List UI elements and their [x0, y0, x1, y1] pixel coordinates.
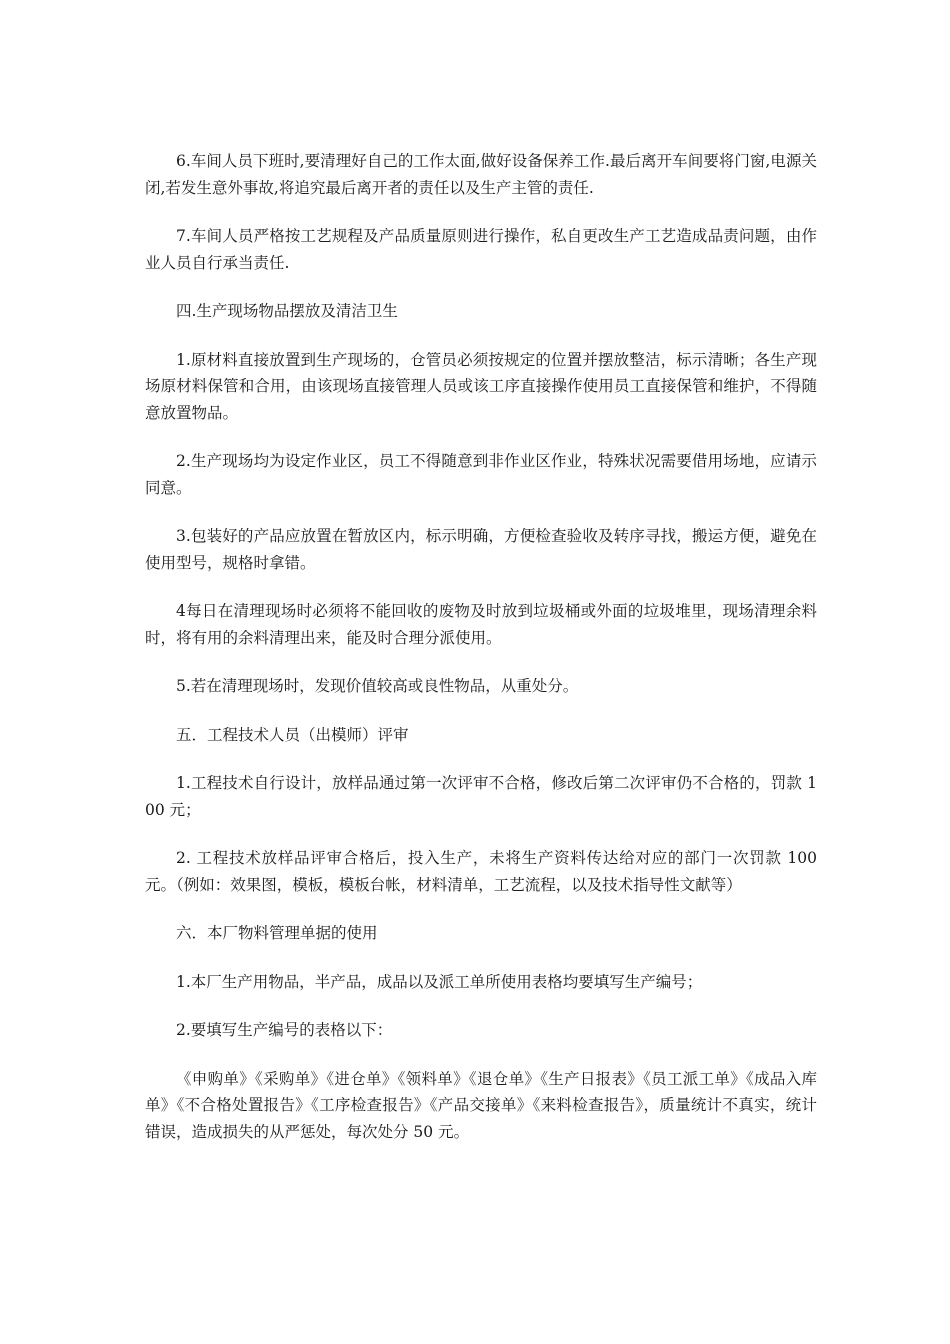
paragraph-section4-item2: 2.生产现场均为设定作业区，员工不得随意到非作业区作业，特殊状况需要借用场地，应请示同意。 [145, 452, 817, 497]
paragraph-rule-6: 6.车间人员下班时,要清理好自己的工作太面,做好设备保养工作.最后离开车间要将门窗,电源关闭,若发生意外事故,将追究最后离开者的责任以及生产主管的责任. [145, 152, 817, 197]
paragraph-section6-item2: 2.要填写生产编号的表格以下： [176, 1021, 393, 1039]
paragraph-section4-item1: 1.原材料直接放置到生产现场的，仓管员必须按规定的位置并摆放整洁，标示清晰；各生产现场原材料保管和合用，由该现场直接管理人员或该工序直接操作使用员工直接保管和维护，不得随意放置物品。 [145, 350, 817, 422]
section-heading-5: 五．工程技术人员（出模师）评审 [176, 725, 409, 744]
section-heading-6: 六．本厂物料管理单据的使用 [176, 924, 378, 942]
paragraph-section4-item4: 4每日在清理现场时必须将不能回收的废物及时放到垃圾桶或外面的垃圾堆里，现场清理余料时，将有用的余料清理出来，能及时合理分派使用。 [145, 602, 817, 647]
section-heading-4: 四.生产现场物品摆放及清洁卫生 [176, 302, 398, 320]
paragraph-section4-item3: 3.包装好的产品应放置在暂放区内，标示明确，方便检查验收及转序寻找，搬运方便，避免在使用型号，规格时拿错。 [145, 527, 817, 572]
paragraph-section5-item2: 2. 工程技术放样品评审合格后，投入生产，未将生产资料传达给对应的部门一次罚款 100 元。（例如：效果图，模板，模板台帐，材料清单，工艺流程，以及技术指导性文献等） [145, 849, 817, 894]
paragraph-section4-item5: 5.若在清理现场时，发现价值较高或良性物品，从重处分。 [176, 677, 579, 695]
paragraph-rule-7: 7.车间人员严格按工艺规程及产品质量原则进行操作，私自更改生产工艺造成品责问题，由作业人员自行承当责任. [145, 227, 817, 272]
paragraph-section6-item1: 1.本厂生产用物品，半产品，成品以及派工单所使用表格均要填写生产编号； [176, 972, 703, 991]
paragraph-section5-item1: 1.工程技术自行设计，放样品通过第一次评审不合格，修改后第二次评审仍不合格的，罚款 100 元； [145, 774, 817, 819]
document-page [145, 148, 817, 1167]
paragraph-form-list: 《申购单》《采购单》《进仓单》《领料单》《退仓单》《生产日报表》《员工派工单》《成品入库单》《不合格处置报告》《工序检查报告》《产品交接单》《来料检查报告》，质量统计不真实，统计错误，造成损失的从严惩处，每次处分 50 元。 [145, 1069, 817, 1141]
